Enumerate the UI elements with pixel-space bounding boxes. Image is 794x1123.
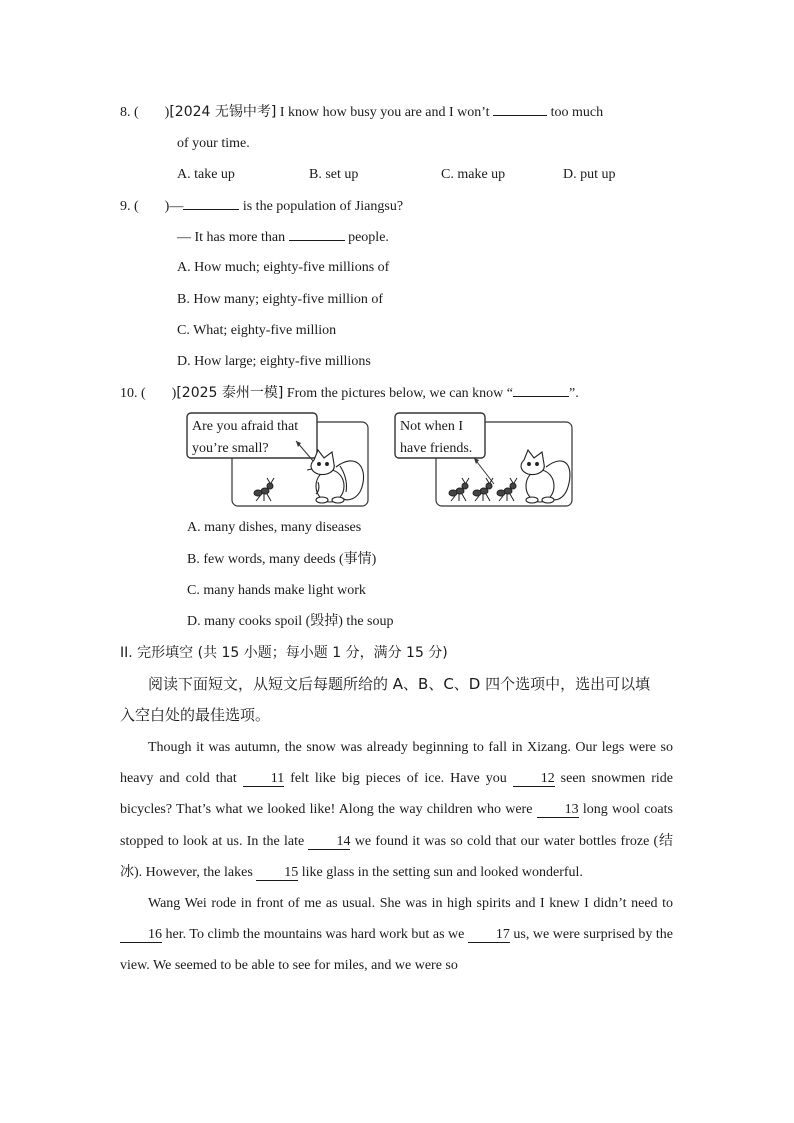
question-8: 8. ( )[2024 无锡中考] I know how busy you are and I won’t too much: [120, 104, 604, 120]
ant-icon: [449, 478, 469, 501]
answer-blank: [183, 197, 239, 210]
section-title: II. 完形填空 (共 15 小题；每小题 1 分，满分 15 分): [120, 645, 448, 661]
option-d: D. many cooks spoil (毁掉) the soup: [187, 614, 394, 629]
speech-bubble-line-2: you’re small?: [192, 441, 269, 456]
answer-blank: [289, 228, 345, 241]
option-d: D. How large; eighty-five millions: [177, 354, 371, 369]
fox-icon: [521, 450, 570, 503]
cloze-passage: [120, 732, 673, 982]
question-10: 10. ( )[2025 泰州一模] From the pictures below, we can know “ ”.: [120, 385, 579, 401]
question-9: 9. ( )— is the population of Jiangsu?: [120, 199, 404, 214]
cloze-blank-17: 17: [468, 927, 510, 943]
option-c: C. What; eighty-five million: [177, 323, 337, 338]
cloze-blank-13: 13: [537, 802, 579, 818]
cloze-blank-16: 16: [120, 927, 162, 943]
cloze-blank-14: 14: [308, 834, 350, 850]
question-10-source: [2025 泰州一模]: [176, 385, 284, 401]
question-8-continued: of your time.: [177, 136, 250, 151]
ant-icon: [497, 478, 517, 501]
question-8-number: 8. (: [120, 105, 139, 120]
option-a: A. take up: [177, 167, 235, 182]
cartoon-picture-left: [186, 412, 372, 508]
speech-bubble-line-1: Are you afraid that: [192, 419, 299, 434]
question-9-number: 9. (: [120, 199, 139, 214]
option-c: C. many hands make light work: [187, 583, 366, 598]
ant-icon: [473, 478, 493, 501]
cloze-blank-15: 15: [256, 865, 298, 881]
section-instruction: 阅读下面短文，从短文后每题所给的 A、B、C、D 四个选项中，选出可以填: [148, 675, 651, 693]
fox-and-ants-illustration: [394, 412, 574, 508]
option-c: C. make up: [441, 167, 506, 182]
fox-icon: [307, 450, 364, 503]
option-b: B. few words, many deeds (事情): [187, 552, 377, 567]
option-a: A. many dishes, many diseases: [187, 520, 362, 535]
passage-paragraph-1: Though it was autumn, the snow was already beginning to fall in Xizang. Our legs were so heavy and cold that 11 felt like big pieces of ice. Have you 12 seen snowmen ride bicycles? That’s what we looked like! Along the way children who were 13 long wool coats stopped to look at us. In the late 14 we found it was so cold that our water bottles froze (结冰). However, the lakes 15 like glass in the setting sun and looked wonderful.: [120, 740, 673, 880]
speech-bubble-line-1: Not when I: [400, 419, 463, 434]
ant-icon: [254, 478, 274, 501]
option-b: B. set up: [309, 167, 359, 182]
fox-and-ant-illustration: [186, 412, 372, 508]
question-9-reply: — It has more than people.: [177, 230, 389, 245]
cartoon-picture-right: [394, 412, 574, 508]
cloze-blank-11: 11: [243, 771, 284, 787]
option-d: D. put up: [563, 167, 616, 182]
question-8-source: [2024 无锡中考]: [169, 104, 277, 120]
question-10-number: 10. (: [120, 386, 146, 401]
option-a: A. How much; eighty-five millions of: [177, 260, 390, 275]
speech-bubble-line-2: have friends.: [400, 441, 473, 456]
option-b: B. How many; eighty-five million of: [177, 292, 384, 307]
passage-paragraph-2: Wang Wei rode in front of me as usual. She was in high spirits and I knew I didn’t need to 16 her. To climb the mountains was hard work but as we 17 us, we were surprised by the view. We seemed to be able to see for miles, and we were so: [120, 896, 673, 974]
answer-blank: [513, 384, 569, 397]
answer-blank: [493, 103, 547, 116]
cloze-blank-12: 12: [513, 771, 555, 787]
section-instruction-continued: 入空白处的最佳选项。: [120, 706, 271, 724]
